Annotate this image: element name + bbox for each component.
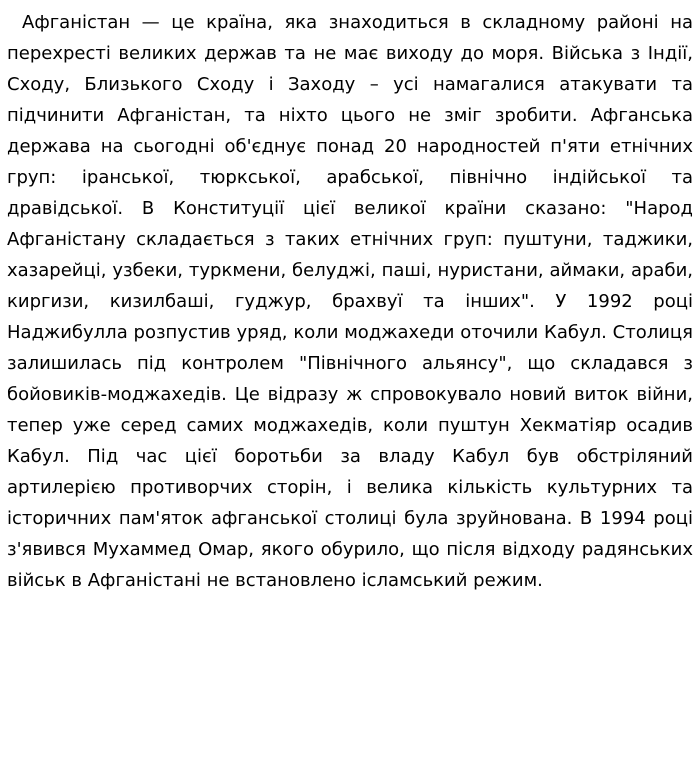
article-paragraph: Афганістан — це країна, яка знаходиться в складному районі на перехресті великих держав та не має виходу до моря. Війська з Індії, Сходу, Близького Сходу і Заходу – усі намагалися атакувати та підчинити Афганістан, та ніхто цього не зміг зробити. Афганська держава на сьогодні об'єднує понад 20 народностей п'яти етнічних груп: іранської, тюркської, арабської, північно індійської та дравідської. В Конституції цієї великої країни сказано: "Народ Афганістану складається з таких етнічних груп: пуштуни, таджики, хазарейці, узбеки, туркмени, белуджі, паші, нуристани, аймаки, араби, киргизи, кизилбаші, гуджур, брахвуї та інших". У 1992 році Наджибулла розпустив уряд, коли моджахеди оточили Кабул. Столиця залишилась під контролем "Північного альянсу", що складався з бойовиків-моджахедів. Це відразу ж спровокувало новий виток війни, тепер уже серед самих моджахедів, коли пуштун Хекматіяр осадив Кабул. Під час цієї боротьби за владу Кабул був обстріляний артилерією противорчих сторін, і велика кількість культурних та історичних пам'яток афганської столиці була зруйнована. В 1994 році з'явився Мухаммед Омар, якого обурило, що після відходу радянських військ в Афганістані не встановлено ісламський режим. — [7, 12, 693, 591]
document-body — [7, 7, 693, 596]
